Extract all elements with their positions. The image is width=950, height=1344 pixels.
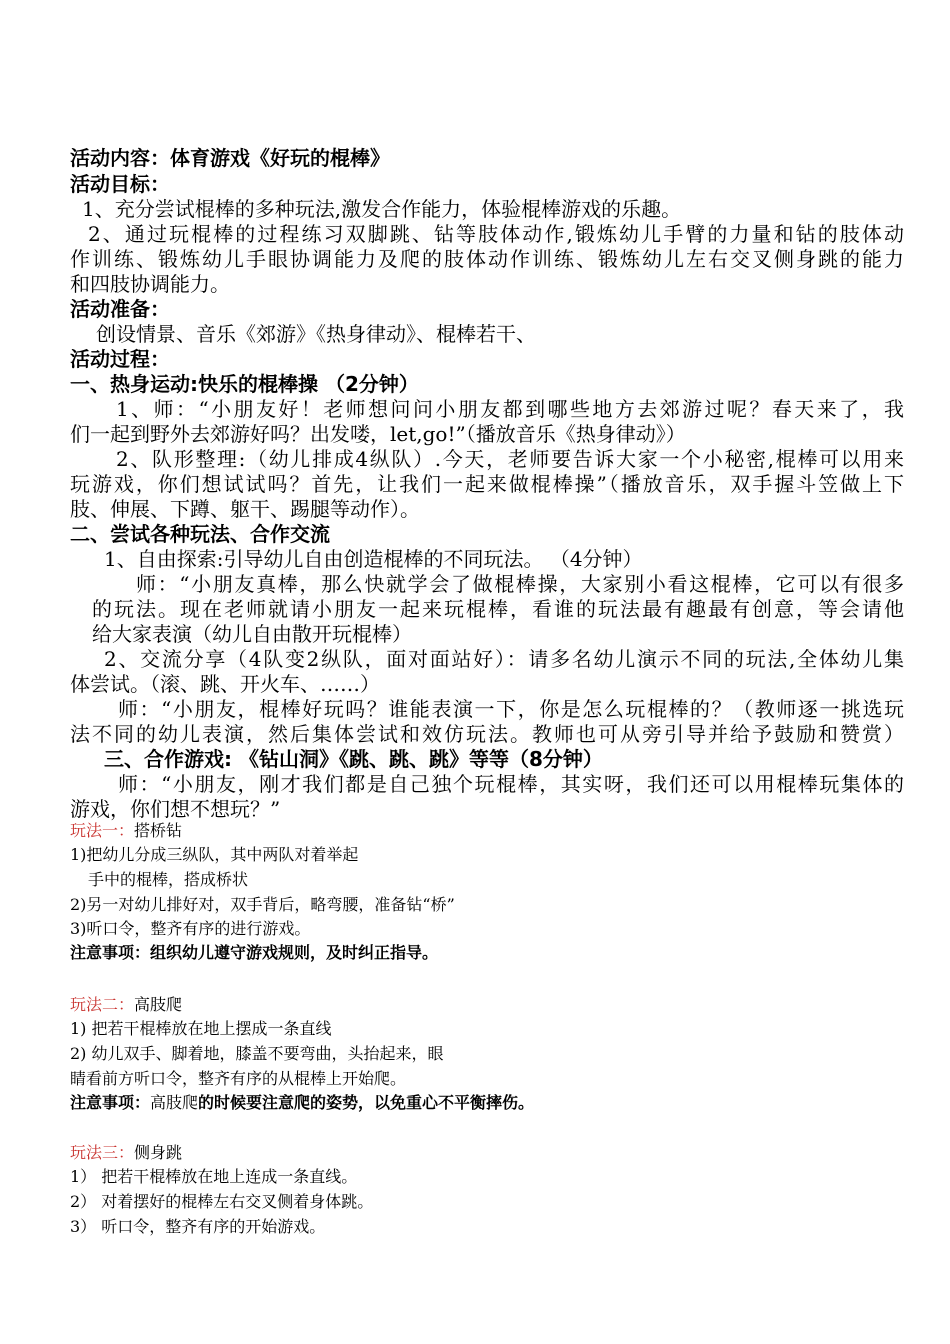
game-3-step-3: 3） 听口令，整齐有序的开始游戏。 [70, 1217, 326, 1236]
section-3-heading: 三、合作游戏: 《钻山洞》《跳、跳、跳》等等（8分钟） [104, 747, 603, 771]
goal-item-2-line-2: 作训练、锻炼幼儿手眼协调能力及爬的肢体动作训练、锻炼幼儿左右交叉侧身跳的能力 [70, 247, 904, 271]
game-1-title [70, 820, 182, 842]
game-2-title [70, 994, 182, 1016]
game-2-step-2-line-1: 2) 幼儿双手、脚着地，膝盖不要弯曲，头抬起来，眼 [70, 1044, 444, 1063]
game-2-step-2-line-2: 睛看前方听口令，整齐有序的从棍棒上开始爬。 [70, 1069, 407, 1088]
section-3-para-1-line-2: 游戏，你们想不想玩？” [70, 797, 281, 821]
section-2-para-1: 1、自由探索:引导幼儿自由创造棍棒的不同玩法。 （4分钟） [104, 547, 643, 571]
game-2-note [70, 1092, 534, 1114]
game-2-name: 高肢爬 [134, 995, 183, 1014]
section-1-para-2-line-3: 肢、伸展、下蹲、躯干、踢腿等动作）。 [70, 497, 420, 521]
game-3-name: 侧身跳 [134, 1143, 183, 1162]
process-heading: 活动过程： [70, 347, 170, 371]
game-3-label: 玩法三： [70, 1143, 135, 1162]
section-1-heading: 一、热身运动:快乐的棍棒操 （2分钟） [70, 372, 419, 396]
prep-text: 创设情景、音乐《郊游》《热身律动》、棍棒若干、 [96, 322, 536, 346]
game-2-note-rest: 的时候要注意爬的姿势，以免重心不平衡摔伤。 [198, 1093, 535, 1112]
goal-heading: 活动目标： [70, 172, 170, 196]
game-2-note-plain: 高肢爬 [150, 1093, 199, 1112]
game-1-label: 玩法一： [70, 821, 135, 840]
game-2-note-label: 注意事项： [70, 1093, 151, 1112]
section-1-para-2-line-1: 2、队形整理:（幼儿排成4纵队）.今天，老师要告诉大家一个小秘密,棍棒可以用来 [116, 447, 904, 471]
game-1-note: 注意事项：组织幼儿遵守游戏规则，及时纠正指导。 [70, 943, 439, 962]
game-1-step-2: 2)另一对幼儿排好对，双手背后，略弯腰，准备钻“桥” [70, 895, 455, 914]
section-1-para-1-line-2: 们一起到野外去郊游好吗？出发喽，let,go!”（播放音乐《热身律动》） [70, 422, 686, 446]
game-2-label: 玩法二： [70, 995, 135, 1014]
game-2-step-1: 1) 把若干棍棒放在地上摆成一条直线 [70, 1019, 332, 1038]
section-2-para-3-line-2: 体尝试。（滚、跳、开火车、……） [70, 672, 380, 696]
section-1-para-1-line-1: 1、师：“小朋友好！老师想问问小朋友都到哪些地方去郊游过呢？春天来了，我 [116, 397, 904, 421]
section-2-para-2-line-3: 给大家表演（幼儿自由散开玩棍棒） [92, 622, 412, 646]
section-2-para-2-line-1: 师：“小朋友真棒，那么快就学会了做棍棒操，大家别小看这棍棒，它可以有很多 [136, 572, 904, 596]
section-2-para-3-line-1: 2、交流分享（4队变2纵队，面对面站好）：请多名幼儿演示不同的玩法,全体幼儿集 [104, 647, 904, 671]
game-1-step-3: 3)听口令，整齐有序的进行游戏。 [70, 919, 311, 938]
section-2-heading: 二、尝试各种玩法、合作交流 [70, 522, 330, 546]
prep-heading: 活动准备： [70, 297, 170, 321]
activity-title: 活动内容：体育游戏《好玩的棍棒》 [70, 146, 390, 170]
goal-item-2-line-1: 2、通过玩棍棒的过程练习双脚跳、钻等肢体动作,锻炼幼儿手臂的力量和钻的肢体动 [88, 222, 904, 246]
game-1-name: 搭桥钻 [134, 821, 183, 840]
section-2-para-2-line-2: 的玩法。现在老师就请小朋友一起来玩棍棒，看谁的玩法最有趣最有创意，等会请他 [92, 597, 904, 621]
game-3-step-1: 1） 把若干棍棒放在地上连成一条直线。 [70, 1167, 358, 1186]
goal-item-1: 1、充分尝试棍棒的多种玩法,激发合作能力，体验棍棒游戏的乐趣。 [82, 197, 682, 221]
section-2-para-4-line-1: 师：“小朋友，棍棒好玩吗？谁能表演一下，你是怎么玩棍棒的？（教师逐一挑选玩 [118, 697, 904, 721]
section-3-para-1-line-1: 师：“小朋友，刚才我们都是自己独个玩棍棒，其实呀，我们还可以用棍棒玩集体的 [118, 772, 904, 796]
section-2-para-4-line-2: 法不同的幼儿表演，然后集体尝试和效仿玩法。教师也可从旁引导并给予鼓励和赞赏） [70, 722, 904, 746]
goal-item-2-line-3: 和四肢协调能力。 [70, 272, 230, 296]
game-3-step-2: 2） 对着摆好的棍棒左右交叉侧着身体跳。 [70, 1192, 374, 1211]
game-1-step-1-line-1: 1)把幼儿分成三纵队，其中两队对着举起 [70, 845, 359, 864]
section-1-para-2-line-2: 玩游戏，你们想试试吗？首先，让我们一起来做棍棒操”（播放音乐，双手握斗笠做上下 [70, 472, 904, 496]
game-1-step-1-line-2: 手中的棍棒，搭成桥状 [88, 870, 249, 889]
game-3-title [70, 1142, 182, 1164]
